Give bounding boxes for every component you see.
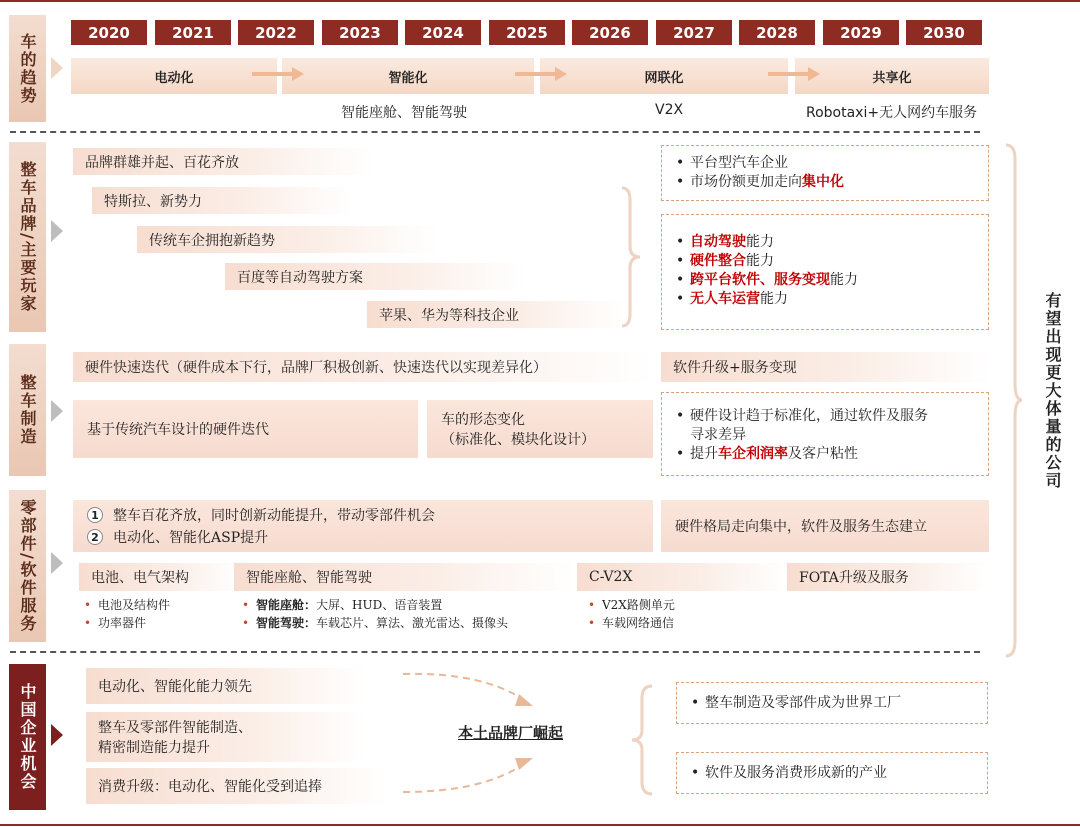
right-arrow-icon	[515, 66, 567, 82]
player-step-1	[73, 148, 373, 175]
triangle-marker-icon	[51, 57, 63, 79]
player-step-5	[367, 301, 625, 328]
triangle-marker-icon	[51, 220, 63, 242]
comp-battery-item-1: • 电池及结构件	[80, 596, 170, 614]
brace-icon	[620, 186, 642, 328]
player-step-2	[92, 187, 352, 214]
comp-smart-item-1: • 智能座舱：大屏、HUD、语音装置	[238, 596, 508, 614]
trend-sub-intelligent: 智能座舱、智能驾驶	[341, 105, 467, 121]
player-step-4	[225, 263, 525, 290]
label-trend	[9, 15, 46, 122]
mfg-software-text: 软件升级+服务变现	[673, 360, 797, 376]
number-2-icon: 2	[87, 529, 103, 545]
year-2020: 2020	[71, 20, 147, 45]
china-box-1-item: • 整车制造及零部件成为世界工厂	[687, 694, 977, 713]
year-2024: 2024	[405, 20, 481, 45]
player-step-3	[137, 226, 437, 253]
trend-sub-shared: Robotaxi+无人网约车服务	[806, 105, 978, 121]
comp-cv2x-item-2: • 车载网络通信	[584, 614, 675, 632]
number-1-icon: 1	[87, 507, 103, 523]
year-2027: 2027	[656, 20, 732, 45]
right-conclusion: 有望出现更大体量的公司	[1043, 292, 1062, 490]
players-box-2-item-3: • 跨平台软件、服务变现能力	[672, 271, 978, 290]
players-box-1-item-2: • 市场份额更加走向集中化	[672, 173, 978, 192]
comp-battery-item-2: • 功率器件	[80, 614, 170, 632]
mfg-box	[661, 392, 989, 476]
comp-point-1: 1 整车百花齐放，同时创新动能提升，带动零部件机会	[87, 505, 435, 525]
year-2029: 2029	[823, 20, 899, 45]
label-players-text: 整车品牌/主要玩家	[18, 161, 37, 313]
mfg-traditional	[73, 400, 418, 458]
label-players	[9, 142, 46, 332]
players-box-2-item-1: • 自动驾驶能力	[672, 233, 978, 252]
triangle-marker-icon	[51, 552, 63, 574]
comp-cat-battery: 电池、电气架构	[79, 563, 239, 591]
china-item-a: 电动化、智能化能力领先	[86, 668, 366, 704]
comp-point-2: 2 电动化、智能化ASP提升	[87, 527, 268, 547]
mfg-software-upgrade	[661, 352, 989, 382]
mfg-form-change	[427, 400, 653, 458]
player-step-2-text: 特斯拉、新势力	[104, 193, 202, 210]
mfg-form-l2: （标准化、模块化设计）	[441, 432, 595, 448]
comp-list-battery	[80, 596, 170, 632]
mfg-form-l1: 车的形态变化	[441, 412, 525, 428]
china-box-1	[676, 682, 988, 724]
year-2026: 2026	[572, 20, 648, 45]
right-brace-icon	[1005, 143, 1023, 658]
divider	[10, 651, 980, 653]
player-step-3-text: 传统车企拥抱新趋势	[149, 232, 275, 249]
player-step-5-text: 苹果、华为等科技企业	[379, 307, 519, 324]
players-box-1	[661, 145, 989, 201]
comp-smart-item-2: • 智能驾驶：车载芯片、算法、激光雷达、摄像头	[238, 614, 508, 632]
triangle-marker-icon	[51, 400, 63, 422]
trend-sharing: 共享化	[795, 58, 989, 94]
china-item-b: 整车及零部件智能制造、 精密制造能力提升	[86, 712, 366, 762]
bottom-border	[0, 824, 1080, 826]
comp-points	[73, 500, 653, 552]
china-box-2-item: • 软件及服务消费形成新的产业	[687, 764, 977, 783]
label-manufacturing	[9, 344, 46, 476]
comp-cat-cv2x: C-V2X	[577, 563, 787, 591]
china-item-c: 消费升级：电动化、智能化受到追捧	[86, 768, 386, 804]
mfg-traditional-text: 基于传统汽车设计的硬件迭代	[87, 422, 269, 438]
players-box-1-item-1: • 平台型汽车企业	[672, 154, 978, 173]
comp-cat-smart: 智能座舱、智能驾驶	[234, 563, 574, 591]
year-2021: 2021	[155, 20, 231, 45]
players-box-2-item-2: • 硬件整合能力	[672, 252, 978, 271]
comp-cat-fota: FOTA升级及服务	[787, 563, 987, 591]
year-2030: 2030	[906, 20, 982, 45]
china-center-label: 本土品牌厂崛起	[458, 724, 564, 742]
players-box-2	[661, 214, 989, 330]
trend-sub-connected: V2X	[655, 102, 684, 118]
label-components	[9, 490, 46, 642]
player-step-4-text: 百度等自动驾驶方案	[237, 269, 363, 286]
year-2028: 2028	[739, 20, 815, 45]
china-box-2	[676, 752, 988, 794]
left-brace-icon	[630, 684, 654, 796]
mfg-box-item-1: • 硬件设计趋于标准化，通过软件及服务 寻求差异	[672, 407, 978, 445]
players-box-2-item-4: • 无人车运营能力	[672, 290, 978, 309]
label-components-text: 零部件/软件服务	[18, 499, 37, 633]
top-border	[0, 0, 1080, 2]
trend-intelligence: 智能化	[282, 58, 534, 94]
comp-concentrate	[661, 500, 989, 552]
label-china-text: 中国企业机会	[18, 683, 37, 791]
year-2025: 2025	[489, 20, 565, 45]
label-china	[9, 664, 46, 810]
comp-list-cv2x	[584, 596, 675, 632]
divider	[10, 131, 980, 133]
right-arrow-icon	[252, 66, 304, 82]
triangle-marker-icon	[51, 724, 63, 746]
trend-connectivity: 网联化	[540, 58, 788, 94]
player-step-1-text: 品牌群雄并起、百花齐放	[85, 154, 239, 171]
comp-concentrate-text: 硬件格局走向集中，软件及服务生态建立	[675, 519, 927, 535]
year-2022: 2022	[238, 20, 314, 45]
comp-list-smart	[238, 596, 508, 632]
right-arrow-icon	[768, 66, 820, 82]
label-manufacturing-text: 整车制造	[18, 374, 37, 446]
label-trend-text: 车的趋势	[18, 32, 37, 105]
mfg-rapid-text: 硬件快速迭代（硬件成本下行，品牌厂积极创新、快速迭代以实现差异化）	[85, 360, 547, 376]
trend-electrification: 电动化	[71, 58, 277, 94]
comp-cv2x-item-1: • V2X路侧单元	[584, 596, 675, 614]
year-2023: 2023	[322, 20, 398, 45]
mfg-box-item-2: • 提升车企利润率及客户粘性	[672, 445, 978, 464]
mfg-rapid-iteration	[73, 352, 653, 382]
